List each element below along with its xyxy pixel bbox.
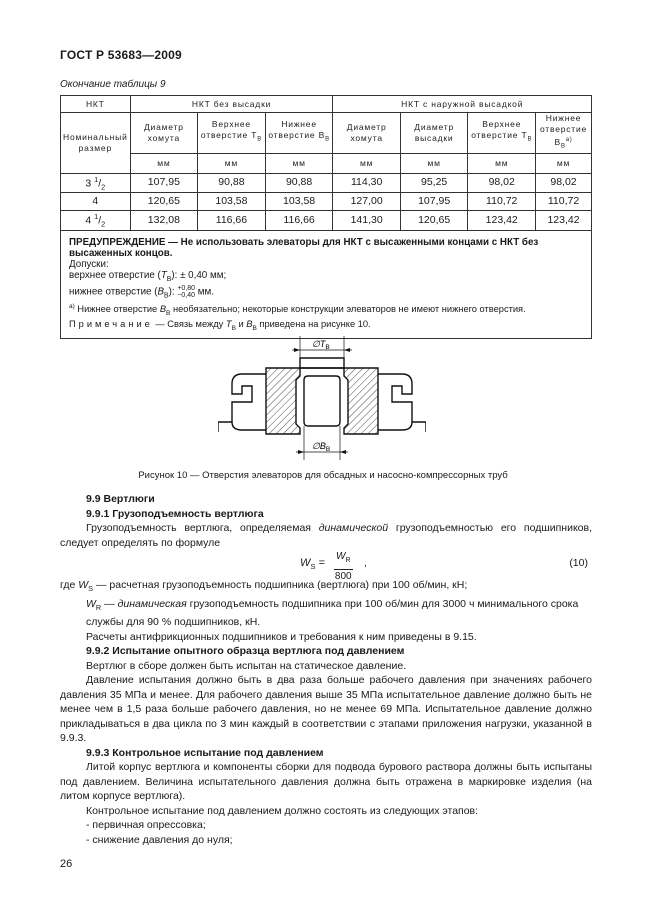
figure-caption: Рисунок 10 — Отверстия элеваторов для обсадных и насосно-компрессорных труб: [138, 470, 508, 481]
table-row: [61, 193, 592, 211]
value-cell: 120,65: [130, 193, 197, 211]
size-cell: 3 $^1/_2$: [61, 173, 131, 193]
unit-cell: мм: [265, 153, 333, 173]
table-notes: [61, 230, 592, 338]
th-nominal: Номинальный размер: [61, 113, 131, 174]
value-cell: 132,08: [130, 211, 197, 231]
table-caption: Окончание таблицы 9: [60, 79, 166, 90]
value-cell: 120,65: [400, 211, 467, 231]
th-col-3: Нижнее отверстие $B_В$: [265, 113, 333, 154]
heading-9-9-2: 9.9.2 Испытание опытного образца вертлюга под давлением: [86, 645, 405, 658]
spec-table: [60, 95, 592, 339]
unit-cell: мм: [198, 153, 266, 173]
value-cell: 107,95: [130, 173, 197, 193]
elevator-drawing: [218, 336, 426, 465]
tolerance-lower: нижнее отверстие $(B_В)$: +0,80 −0,40 мм.: [69, 284, 214, 300]
elevator-section-svg: [218, 336, 426, 460]
paragraph: Грузоподъемность вертлюга, определяемая динамической грузоподъемностью его подшипников, следует определять по формуле: [60, 522, 592, 549]
value-cell: 110,72: [468, 193, 536, 211]
heading-9-9: 9.9 Вертлюги: [86, 493, 155, 505]
value-cell: 114,30: [333, 173, 400, 193]
th-col-7: Нижнее отверстие $B_В^{а)}$: [536, 113, 592, 154]
heading-9-9-3: 9.9.3 Контрольное испытание под давлением: [86, 746, 324, 759]
where-item: где $W_S$ — расчетная грузоподъемность подшипника (вертлюга) при 100 об/мин, кН;: [60, 579, 468, 594]
table-row: [61, 173, 592, 193]
th-col-5: Диаметр высадки: [400, 113, 467, 154]
value-cell: 90,88: [198, 173, 266, 193]
where-item: $W_R$ — динамическая грузоподъемность подшипника при 100 об/мин для 3000 ч минимального срока службы для 90 % подшипников, кН.: [86, 597, 579, 629]
value-cell: 98,02: [536, 173, 592, 193]
unit-cell: мм: [333, 153, 400, 173]
list-item: - снижение давления до нуля;: [86, 833, 233, 846]
th-nkt: НКТ: [61, 96, 131, 113]
value-cell: 141,30: [333, 211, 400, 231]
footnote: $^{а)}$ Нижнее отверстие $B_В$ необязательно; некоторые конструкции элеваторов не имеют нижнего отверстия.: [69, 303, 526, 318]
table-row: [61, 211, 592, 231]
page-number: 26: [60, 858, 73, 870]
th-col-4: Диаметр хомута: [333, 113, 400, 154]
formula-10: $W_S$ = $\frac{W_R}{800}$ , (10): [300, 551, 588, 582]
value-cell: 110,72: [536, 193, 592, 211]
unit-cell: мм: [130, 153, 197, 173]
th-col-1: Диаметр хомута: [130, 113, 197, 154]
th-col-6: Верхнее отверстие $T_В$: [468, 113, 536, 154]
value-cell: 107,95: [400, 193, 467, 211]
value-cell: 103,58: [265, 193, 333, 211]
value-cell: 95,25: [400, 173, 467, 193]
heading-9-9-1: 9.9.1 Грузоподъемность вертлюга: [86, 507, 264, 520]
value-cell: 98,02: [468, 173, 536, 193]
th-plain: НКТ без высадки: [130, 96, 333, 113]
th-col-2: Верхнее отверстие $T_В$: [198, 113, 266, 154]
tolerance-upper: верхнее отверстие $(T_В)$: ± 0,40 мм;: [69, 269, 227, 283]
paragraph: Контрольное испытание под давлением должно состоять из следующих этапов:: [86, 804, 479, 817]
value-cell: 103,58: [198, 193, 266, 211]
paragraph: Давление испытания должно быть в два раза больше рабочего давления при значениях рабочего давления 35 МПа и менее. Для рабочего давления выше 35 МПа испытательное давление должно быть не менее чем в 1,5 раза больше рабочего давления, но не менее 69 МПа. Испытательное давление должно прикладываться в два цикла по 3 мин каждый в соответствии с этапами приложения нагрузки, указанной в 9.9.3.: [60, 674, 592, 745]
value-cell: 127,00: [333, 193, 400, 211]
document-header: ГОСТ Р 53683—2009: [60, 48, 182, 62]
label-upper-bore: $\emptyset T_В$: [312, 339, 330, 351]
unit-cell: мм: [400, 153, 467, 173]
value-cell: 90,88: [265, 173, 333, 193]
paragraph: Расчеты антифрикционных подшипников и требования к ним приведены в 9.15.: [86, 630, 477, 643]
value-cell: 123,42: [536, 211, 592, 231]
section-9-9: [60, 492, 592, 847]
value-cell: 116,66: [198, 211, 266, 231]
paragraph: Вертлюг в сборе должен быть испытан на статическое давление.: [86, 659, 407, 672]
label-lower-bore: $\emptyset B_В$: [312, 441, 331, 453]
unit-cell: мм: [468, 153, 536, 173]
size-cell: 4: [61, 193, 131, 211]
list-item: - первичная опрессовка;: [86, 819, 206, 832]
table-note: Примечание — Связь между $T_В$ и $B_В$ приведена на рисунке 10.: [69, 319, 371, 333]
value-cell: 116,66: [265, 211, 333, 231]
warning-text: ПРЕДУПРЕЖДЕНИЕ — Не использовать элеваторы для НКТ с высаженными концами с НКТ без высаженных концов.: [69, 236, 539, 259]
tolerances-title: Допуски:: [69, 258, 109, 270]
value-cell: 123,42: [468, 211, 536, 231]
paragraph: Литой корпус вертлюга и компоненты сборки для подвода бурового раствора должны быть испытаны под давлением. Величина испытательного давления должна быть отражена в маркировке изделия (на литом корпусе вертлюга).: [60, 761, 592, 803]
unit-cell: мм: [536, 153, 592, 173]
size-cell: 4 $^1/_2$: [61, 211, 131, 231]
th-upset: НКТ с наружной высадкой: [333, 96, 592, 113]
